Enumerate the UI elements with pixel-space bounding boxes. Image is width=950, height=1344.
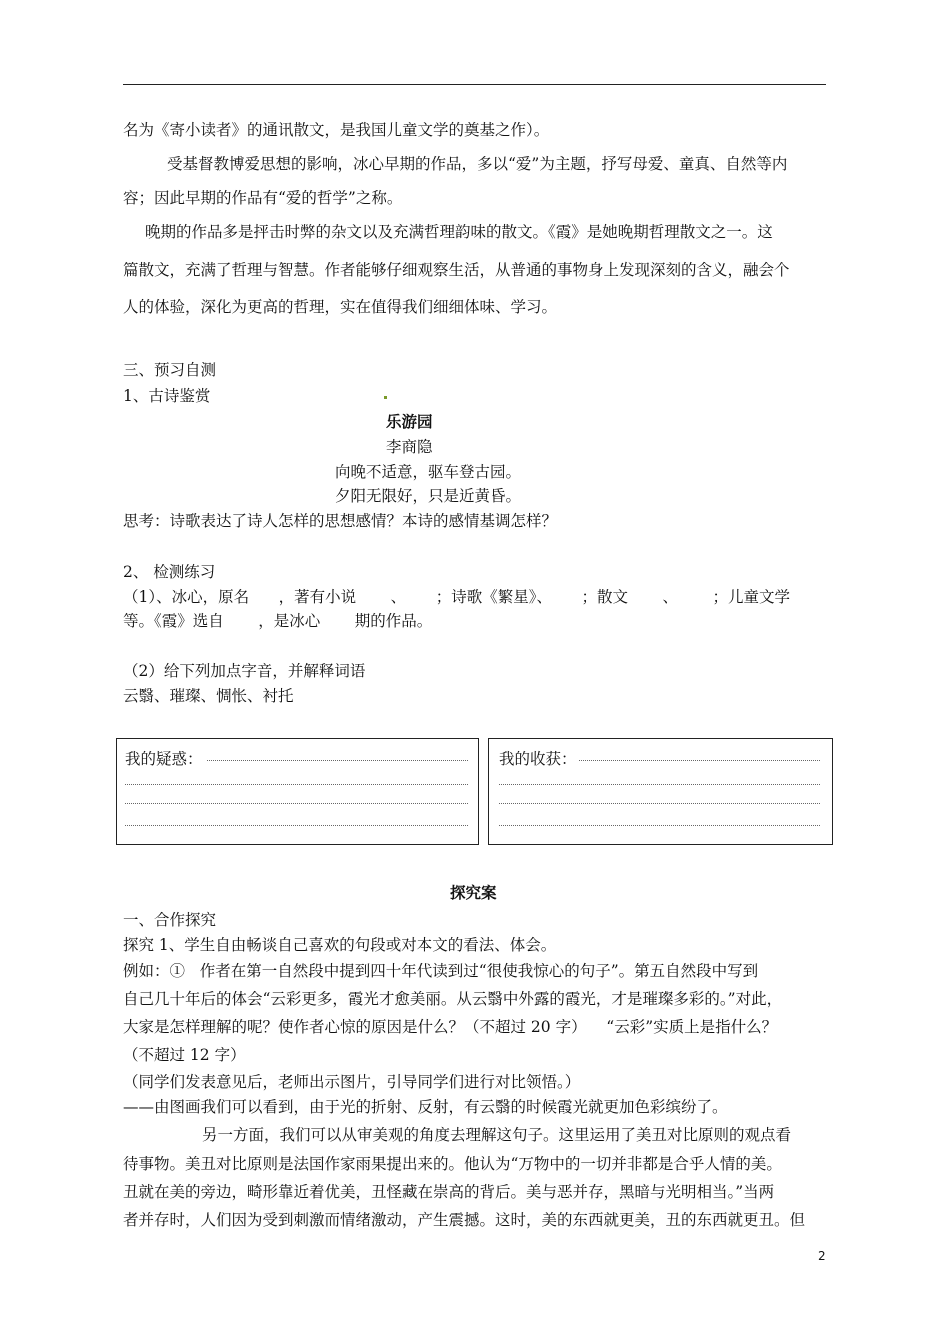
explore-title: 探究案 <box>450 884 497 902</box>
writing-line <box>125 803 468 804</box>
writing-line <box>125 825 468 826</box>
writing-line <box>499 784 820 785</box>
intro-p2-line-1: 受基督教博爱思想的影响，冰心早期的作品，多以“爱”为主题，抒写母爱、童真、自然等内 <box>167 155 788 173</box>
header-rule <box>123 84 826 85</box>
poem-line-1: 向晚不适意，驱车登古园。 <box>335 463 522 481</box>
paragraph-line-2: 待事物。美丑对比原则是法国作家雨果提出来的。他认为“万物中的一切并非都是合乎人情的美。 <box>123 1155 782 1173</box>
conclusion: ——由图画我们可以看到，由于光的折射、反射，有云翳的时候霞光就更加色彩缤纷了。 <box>123 1098 728 1116</box>
writing-line <box>499 803 820 804</box>
explore-heading: 一、合作探究 <box>123 911 217 929</box>
writing-line <box>499 825 820 826</box>
intro-p3-line-2: 篇散文，充满了哲理与智慧。作者能够仔细观察生活，从普通的事物身上发现深刻的含义，融会个 <box>123 261 790 279</box>
question-1-line-1: （1）、冰心，原名 ，著有小说 、 ；诗歌《繁星》、 ；散文 、 ；儿童文学 <box>123 588 791 606</box>
vocab-words: 云翳、璀璨、惆怅、衬托 <box>123 687 294 705</box>
example-line-2: 自己几十年后的体会“云彩更多，霞光才愈美丽。从云翳中外露的霞光，才是璀璨多彩的。”对此， <box>123 990 783 1008</box>
question-2: （2）给下列加点字音，并解释词语 <box>123 662 366 680</box>
page-number: 2 <box>818 1249 826 1263</box>
example-line-1: 例如：① 作者在第一自然段中提到四十年代读到过“很使我惊心的句子”。第五自然段中写到 <box>123 962 759 980</box>
section-heading: 三、预习自测 <box>123 361 217 379</box>
gains-box[interactable] <box>488 738 833 845</box>
writing-line <box>579 760 820 761</box>
example-line-3: 大家是怎样理解的呢？使作者心惊的原因是什么？（不超过 20 字） “云彩”实质上是指什么？ <box>123 1018 778 1036</box>
writing-line <box>125 784 468 785</box>
doubts-label: 我的疑惑： <box>125 750 203 768</box>
gains-label: 我的收获： <box>499 750 577 768</box>
paragraph-line-4: 者并存时，人们因为受到刺激而情绪激动，产生震撼。这时，美的东西就更美，丑的东西就更丑。但 <box>123 1211 806 1229</box>
poem-title: 乐游园 <box>386 413 433 431</box>
item-1-heading: 1、古诗鉴赏 <box>123 387 211 405</box>
paragraph-line-3: 丑就在美的旁边，畸形靠近着优美，丑怪藏在崇高的背后。美与恶并存，黑暗与光明相当。”当两 <box>123 1183 775 1201</box>
intro-p2-line-2: 容；因此早期的作品有“爱的哲学”之称。 <box>123 189 403 207</box>
intro-line-1: 名为《寄小读者》的通讯散文，是我国儿童文学的奠基之作）。 <box>123 121 550 139</box>
teacher-note: （同学们发表意见后，老师出示图片，引导同学们进行对比领悟。） <box>123 1073 581 1091</box>
question-1-line-2: 等。《霞》选自 ，是冰心 期的作品。 <box>123 612 433 630</box>
poem-line-2: 夕阳无限好，只是近黄昏。 <box>335 487 522 505</box>
poem-author: 李商隐 <box>386 438 433 456</box>
example-line-4: （不超过 12 字） <box>123 1046 246 1064</box>
intro-p3-line-1: 晚期的作品多是抨击时弊的杂文以及充满哲理韵味的散文。《霞》是她晚期哲理散文之一。这 <box>145 223 773 241</box>
explore-task-1: 探究 1、学生自由畅谈自己喜欢的句段或对本文的看法、体会。 <box>123 936 557 954</box>
doubts-box[interactable] <box>116 738 479 845</box>
marker-dot <box>384 396 387 399</box>
paragraph-line-1: 另一方面，我们可以从审美观的角度去理解这句子。这里运用了美丑对比原则的观点看 <box>202 1126 792 1144</box>
writing-line <box>207 760 468 761</box>
think-question: 思考：诗歌表达了诗人怎样的思想感情？本诗的感情基调怎样？ <box>123 512 558 530</box>
item-2-heading: 2、 检测练习 <box>123 563 216 581</box>
intro-p3-line-3: 人的体验，深化为更高的哲理，实在值得我们细细体味、学习。 <box>123 298 558 316</box>
